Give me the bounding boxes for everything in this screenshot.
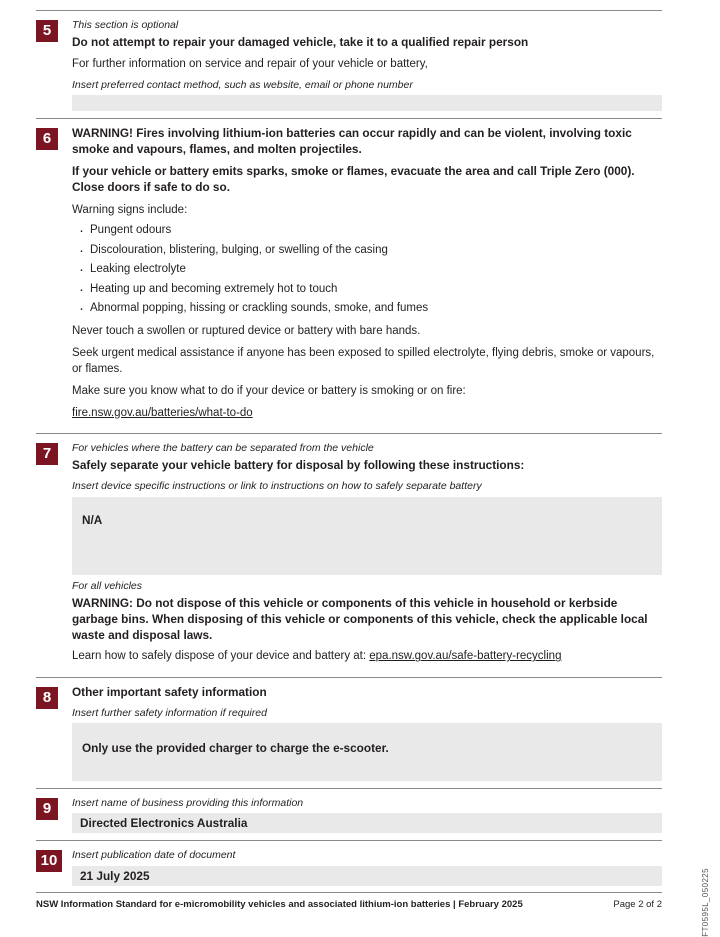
section-6-para-3: Make sure you know what to do if your device or battery is smoking or on fire:: [72, 384, 466, 397]
epa-nsw-link[interactable]: epa.nsw.gov.au/safe-battery-recycling: [369, 650, 562, 663]
section-9-number: 9: [36, 798, 58, 820]
section-7-number: 7: [36, 443, 58, 465]
document-side-code: FT0595L_050225: [701, 868, 710, 937]
section-7-field-value: N/A: [82, 512, 103, 527]
section-5-number: 5: [36, 20, 58, 42]
section-6-heading-2: If your vehicle or battery emits sparks, smoke or flames, evacuate the area and call Triple Zero (000). Close doors if safe to do so.: [72, 163, 635, 194]
section-6-para-2: Seek urgent medical assistance if anyone has been exposed to spilled electrolyte, flying debris, smoke or vapours, or flames.: [72, 346, 655, 376]
section-7-input-field[interactable]: [72, 497, 662, 575]
section-7-all-vehicles-note: For all vehicles: [72, 579, 143, 592]
section-7: [36, 433, 662, 677]
list-item: · Heating up and becoming extremely hot to touch: [78, 282, 662, 298]
section-6-number: 6: [36, 128, 58, 150]
section-5-body: For further information on service and repair of your vehicle or battery,: [72, 58, 428, 71]
footer-title: NSW Information Standard for e-micromobility vehicles and associated lithium-ion batteries | February 2025: [36, 899, 523, 910]
section-6-warning-signs-list: [72, 223, 662, 317]
section-5-optional-note: This section is optional: [72, 19, 179, 31]
section-7-learn-prefix: Learn how to safely dispose of your device and battery at:: [72, 650, 370, 663]
section-9-input-field[interactable]: [72, 813, 662, 833]
section-8-input-field[interactable]: [72, 723, 662, 781]
list-item: · Leaking electrolyte: [78, 262, 662, 278]
section-7-heading: Safely separate your vehicle battery for disposal by following these instructions:: [72, 458, 525, 473]
list-item: · Discolouration, blistering, bulging, or swelling of the casing: [78, 243, 662, 259]
list-item: · Pungent odours: [78, 223, 662, 239]
list-item: · Abnormal popping, hissing or crackling sounds, smoke, and fumes: [78, 301, 662, 317]
section-7-field-hint: Insert device specific instructions or link to instructions on how to safely separate battery: [72, 480, 482, 493]
fire-nsw-link[interactable]: fire.nsw.gov.au/batteries/what-to-do: [72, 406, 253, 419]
section-5-field-hint: Insert preferred contact method, such as website, email or phone number: [72, 78, 413, 91]
section-7-warning: WARNING: Do not dispose of this vehicle or components of this vehicle in household or kerbside garbage bins. When disposing of this vehicle or components of this vehicle, check the applicable local waste and disposal laws.: [72, 595, 648, 642]
section-7-scope-note: For vehicles where the battery can be separated from the vehicle: [72, 442, 374, 455]
section-8-heading: Other important safety information: [72, 685, 267, 700]
section-6-para-1: Never touch a swollen or ruptured device or battery with bare hands.: [72, 324, 421, 337]
section-10-input-field[interactable]: [72, 866, 662, 886]
section-5-heading: Do not attempt to repair your damaged vehicle, take it to a qualified repair person: [72, 35, 529, 50]
page-footer: [36, 892, 662, 910]
section-6-heading: WARNING! Fires involving lithium-ion batteries can occur rapidly and can be violent, involving toxic smoke and vapours, flames, and molten projectiles.: [72, 125, 632, 156]
section-8-field-value: Only use the provided charger to charge the e-scooter.: [82, 741, 389, 756]
section-5: [36, 10, 662, 118]
section-10: [36, 840, 662, 892]
section-8: [36, 677, 662, 788]
section-9-field-hint: Insert name of business providing this information: [72, 797, 304, 810]
section-6: [36, 118, 662, 433]
section-8-field-hint: Insert further safety information if required: [72, 707, 267, 720]
section-10-field-value: 21 July 2025: [80, 868, 150, 883]
section-10-field-hint: Insert publication date of document: [72, 849, 236, 862]
section-6-intro: Warning signs include:: [72, 203, 188, 216]
section-9-field-value: Directed Electronics Australia: [80, 816, 248, 831]
section-10-number: 10: [36, 850, 62, 872]
section-5-input-field[interactable]: [72, 95, 662, 111]
footer-page-number: Page 2 of 2: [613, 899, 662, 910]
section-9: [36, 788, 662, 840]
section-8-number: 8: [36, 687, 58, 709]
